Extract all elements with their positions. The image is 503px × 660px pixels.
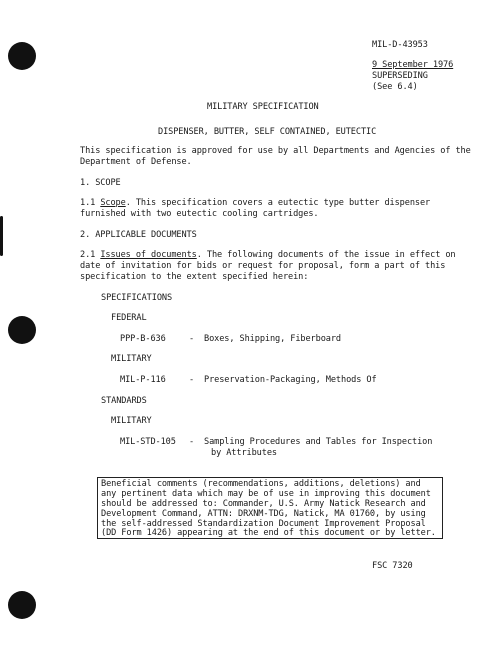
military-doc-dash: -	[189, 375, 195, 385]
standards-military-heading: MILITARY	[111, 416, 152, 426]
issues-paragraph-line-1	[80, 250, 456, 261]
binder-hole-bottom	[8, 591, 36, 619]
notice-line-6: (DD Form 1426) appearing at the end of this document or by letter.	[101, 528, 436, 538]
binder-hole-middle	[8, 316, 36, 344]
military-heading: MILITARY	[111, 354, 152, 364]
federal-doc-dash: -	[189, 334, 195, 344]
scope-label: Scope	[100, 198, 126, 208]
scope-paragraph-line-2: furnished with two eutectic cooling cartridges.	[80, 209, 319, 219]
edge-mark	[0, 216, 3, 256]
superseding-label: SUPERSEDING	[372, 71, 428, 81]
specifications-heading: SPECIFICATIONS	[101, 293, 173, 303]
notice-line-3: should be addressed to: Commander, U.S. Army Natick Research and	[101, 499, 426, 509]
fsc-code: FSC 7320	[372, 561, 413, 571]
comments-notice-box	[97, 477, 443, 539]
issues-paragraph-line-2: date of invitation for bids or request for proposal, form a part of this	[80, 261, 446, 271]
spec-subject-title: DISPENSER, BUTTER, SELF CONTAINED, EUTECTIC	[158, 127, 377, 137]
approval-line-2: Department of Defense.	[80, 157, 192, 167]
notice-line-2: any pertinent data which may be of use in improving this document	[101, 489, 431, 499]
military-doc-number: MIL-P-116	[120, 375, 166, 385]
section-1-heading: 1. SCOPE	[80, 178, 121, 188]
scope-paragraph-line-1	[80, 198, 430, 209]
standard-doc-title: Sampling Procedures and Tables for Inspection	[204, 437, 433, 447]
issues-label: Issues of documents	[100, 250, 197, 260]
spec-type-title: MILITARY SPECIFICATION	[207, 102, 319, 112]
scope-number: 1.1	[80, 198, 96, 208]
notice-line-5: the self-addressed Standardization Document Improvement Proposal	[101, 519, 426, 529]
document-date: 9 September 1976	[372, 60, 454, 70]
approval-line-1: This specification is approved for use by all Departments and Agencies of the	[80, 146, 471, 156]
document-number: MIL-D-43953	[372, 40, 428, 50]
issues-paragraph-line-3: specification to the extent specified herein:	[80, 272, 309, 282]
binder-hole-top	[8, 42, 36, 70]
federal-doc-number: PPP-B-636	[120, 334, 166, 344]
standard-doc-title-cont: by Attributes	[211, 448, 277, 458]
standard-doc-number: MIL-STD-105	[120, 437, 176, 447]
see-reference: (See 6.4)	[372, 82, 418, 92]
notice-line-1: Beneficial comments (recommendations, additions, deletions) and	[101, 479, 421, 489]
federal-heading: FEDERAL	[111, 313, 147, 323]
issues-text-1: . The following documents of the issue in effect on	[196, 250, 456, 260]
issues-number: 2.1	[80, 250, 96, 260]
federal-doc-title: Boxes, Shipping, Fiberboard	[204, 334, 341, 344]
military-doc-title: Preservation-Packaging, Methods Of	[204, 375, 377, 385]
section-2-heading: 2. APPLICABLE DOCUMENTS	[80, 230, 197, 240]
standard-doc-dash: -	[189, 437, 195, 447]
notice-line-4: Development Command, ATTN: DRXNM-TDG, Natick, MA 01760, by using	[101, 509, 426, 519]
standards-heading: STANDARDS	[101, 396, 147, 406]
scope-text-1: . This specification covers a eutectic type butter dispenser	[125, 198, 431, 208]
